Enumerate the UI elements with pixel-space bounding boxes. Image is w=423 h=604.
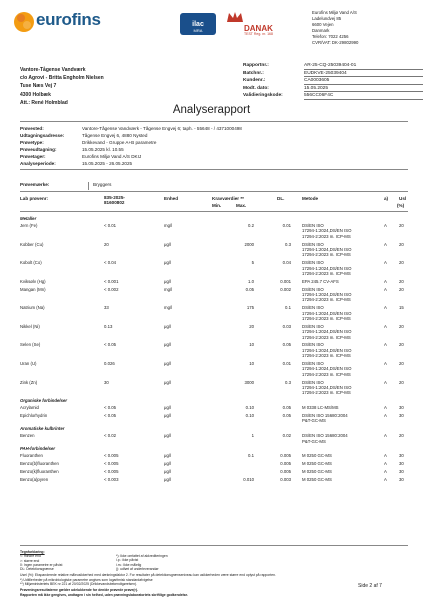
cell-method <box>302 305 351 321</box>
method-line: DS/EN ISO 15680:2004 <box>302 413 348 418</box>
cell-acc: A <box>384 305 387 311</box>
col-krav: Kravværdier ** <box>212 196 244 201</box>
method-line: 17294-1:2024,DS/EN ISO <box>302 347 352 353</box>
cell-u: 30 <box>399 413 404 418</box>
cell-acc: A <box>384 379 387 385</box>
method-line: DS/EN ISO <box>302 305 324 311</box>
cell-max: 0.2 <box>248 223 254 228</box>
method-line: 17294-2:2023 m. ICP-MS <box>302 297 351 303</box>
cell-acc: A <box>384 260 387 266</box>
customer-line: Vantore-Tågense Vandværk <box>20 67 86 73</box>
section-title: PAH-forbindelser <box>20 446 56 452</box>
meta-value: AR-25-CQ-25039404-01 <box>304 62 423 70</box>
cell-val: < 0.01 <box>104 223 117 228</box>
method-line: 17294-1:2024,DS/EN ISO <box>302 385 352 390</box>
method-line: 17294-2:2023 m. ICP-MS <box>302 334 351 340</box>
provemaerke-value: Bryggers <box>88 182 111 190</box>
cell-max: 0.1 <box>248 453 254 459</box>
cell-val: 0.026 <box>104 361 115 366</box>
cell-val: < 0.005 <box>104 469 119 474</box>
cell-dl: 0.01 <box>282 361 291 366</box>
address-line: Ladelundvej 85 <box>312 16 342 21</box>
cell-u: 20 <box>399 241 404 247</box>
cell-dl: 0.05 <box>282 405 291 411</box>
cell-val: < 0.05 <box>104 342 117 348</box>
customer-line: Att.: René Holmblad <box>20 99 68 106</box>
info-value: 15.05.2025 - 26.05.2025 <box>82 161 133 166</box>
cell-name: Natrium (Na) <box>20 305 45 311</box>
cell-unit: μg/l <box>164 433 172 439</box>
cell-acc: A <box>384 361 387 366</box>
cell-dl: 0.3 <box>285 241 291 247</box>
cell-dl: 0.1 <box>285 305 291 311</box>
method-line: 17294-2:2023 m. ICP-MS <box>302 371 351 377</box>
lab-address <box>312 10 358 46</box>
method-line: 17294-1:2024,DS/EN ISO <box>302 228 352 234</box>
cell-name: Uran (U) <box>20 361 37 366</box>
meta-label: Modt. dato: <box>243 85 269 91</box>
meta-label: Rapportnr.: <box>243 63 269 68</box>
cell-dl: 0.02 <box>282 433 291 439</box>
legend-item: (): udført af underleverandør <box>116 566 159 571</box>
cell-method <box>302 223 351 239</box>
address-line: Danmark <box>312 28 330 33</box>
cell-method <box>302 260 351 276</box>
info-value: 15.05.2025 kl. 10.55 <box>82 147 124 152</box>
address-line: CVR/VAT: DK-29802990 <box>312 40 359 45</box>
cell-max: 1.0 <box>248 278 254 284</box>
cell-method <box>302 477 332 482</box>
cell-max: 0.05 <box>245 286 254 292</box>
method-line: M 0338 LC-MS/MS <box>302 405 339 411</box>
method-line: 17294-1:2024,DS/EN ISO <box>302 310 352 316</box>
method-line: 17294-1:2024,DS/EN ISO <box>302 265 352 271</box>
cell-unit: mg/l <box>164 286 173 292</box>
address-line: 6600 Vejen <box>312 22 334 27</box>
danak-registration: TEST Reg. nr. 168 <box>244 32 273 36</box>
cell-method <box>302 342 351 358</box>
cell-max: 0.10 <box>245 405 254 411</box>
svg-text:MRA: MRA <box>193 28 203 33</box>
cell-unit: μg/l <box>164 342 172 348</box>
cell-name: Jern (Fe) <box>20 223 38 228</box>
cell-method <box>302 279 339 284</box>
cell-val: < 0.001 <box>104 278 119 284</box>
cell-dl: 0.002 <box>280 286 291 292</box>
cell-max: 2000 <box>244 241 254 247</box>
cell-u: 20 <box>399 342 404 348</box>
cell-method <box>302 453 332 458</box>
cell-val: < 0.04 <box>104 260 117 266</box>
cell-dl: 0.01 <box>282 223 291 228</box>
danak-label: DANAK <box>244 24 273 33</box>
cell-unit: μg/l <box>164 476 172 482</box>
cell-acc: A <box>384 286 387 292</box>
cell-method <box>302 433 348 444</box>
cell-val: < 0.005 <box>104 461 119 467</box>
cell-acc: A <box>384 469 387 474</box>
cell-acc: A <box>384 476 387 482</box>
method-line: DS/EN ISO <box>302 260 324 266</box>
cell-name: Fluoranthen <box>20 453 43 459</box>
method-line: 17294-1:2024,DS/EN ISO <box>302 247 352 252</box>
page-number: Side 2 af 7 <box>358 583 382 589</box>
cell-max: 1 <box>251 433 254 439</box>
footer-note: *) Udtillerheder på mikrobiologiske parametre angives som logaritmisk standardafvigelse <box>20 577 153 582</box>
col-dl: DL. <box>277 196 285 201</box>
method-line: M 0250 GC-MS <box>302 453 332 459</box>
cell-u: 20 <box>399 286 404 292</box>
cell-val: < 0.003 <box>104 476 119 482</box>
legend-item: <: mindre end <box>20 554 41 559</box>
meta-value: CA0003605 <box>304 77 423 85</box>
report-meta <box>243 62 423 100</box>
info-value: Drikkevand - Gruppe A+B parametre <box>82 140 157 145</box>
cell-u: 20 <box>399 323 404 329</box>
col-uncertainty-unit: (%) <box>397 203 405 208</box>
cell-acc: A <box>384 461 387 467</box>
brand-name: eurofins <box>36 10 101 29</box>
cell-u: 20 <box>399 260 404 266</box>
cell-name: Benzo(a)pyren <box>20 476 49 482</box>
method-line: DS/EN ISO <box>302 342 324 348</box>
legend-item: i.p.: ikke påvist <box>116 558 139 563</box>
method-line: 17294-1:2024,DS/EN ISO <box>302 366 352 372</box>
cell-val: 20 <box>104 241 109 247</box>
cell-dl: 0.005 <box>280 461 291 467</box>
method-line: DS/EN ISO <box>302 223 324 228</box>
legend-item: >: større end <box>20 558 40 563</box>
legend-item: DL: Detektionsgrænse <box>20 567 54 572</box>
method-line: DS/EN ISO <box>302 241 324 247</box>
col-method: Metode <box>302 196 319 201</box>
cell-method <box>302 413 348 424</box>
cell-method <box>302 405 339 410</box>
cell-acc: A <box>384 323 387 329</box>
cell-u: 15 <box>399 305 404 311</box>
method-line: 17294-1:2024,DS/EN ISO <box>302 329 352 335</box>
info-label: Analyseperiode: <box>20 161 56 166</box>
info-divider <box>20 169 408 170</box>
cell-val: < 0.02 <box>104 433 117 439</box>
cell-name: Epichlorhydrin <box>20 413 48 418</box>
method-line: M 0250 GC-MS <box>302 469 332 474</box>
svg-text:ilac: ilac <box>192 21 204 28</box>
method-line: 17294-2:2023 m. ICP-MS <box>302 271 351 276</box>
method-line: P&T-GC-MS <box>302 438 326 444</box>
method-line: P&T-GC-MS <box>302 418 326 424</box>
legend-item: i.m.: Ikke målelig <box>116 562 142 567</box>
cell-method <box>302 287 351 303</box>
cell-unit: μg/l <box>164 323 172 329</box>
col-unit: Enhed <box>164 196 179 201</box>
cell-unit: μg/l <box>164 461 172 467</box>
meta-label: Validieringskode: <box>243 93 283 99</box>
footer-statement: Rapporten må ikke gengives, undtagen i sin helhed, uden prøvningslaboratoriets skriftlige godkendelse. <box>20 592 189 597</box>
cell-acc: A <box>384 241 387 247</box>
meta-label: Kundenr.: <box>243 78 266 84</box>
cell-acc: A <box>384 278 387 284</box>
cell-dl: 0.03 <box>282 323 291 329</box>
footer-note: **) Miljøministeriets BEK nr 221 af 20/02/2025 (Drikkevandsbekendtgørelsen). <box>20 582 138 587</box>
cell-unit: μg/l <box>164 413 172 418</box>
method-line: M 0250 GC-MS <box>302 476 332 482</box>
cell-max: 0.10 <box>245 413 254 418</box>
legend-item: *): Ikke omfattet af akkrediteringen <box>116 554 168 558</box>
method-line: EPA 245.7 CV-AFS <box>302 278 339 284</box>
cell-u: 30 <box>399 476 404 482</box>
cell-u: 30 <box>399 453 404 459</box>
cell-dl: 0.005 <box>280 453 291 459</box>
section-title: Metaller <box>20 216 37 221</box>
meta-value: EUDKVE-25039404 <box>304 70 423 78</box>
cell-unit: μg/l <box>164 453 172 459</box>
cell-u: 20 <box>399 278 404 284</box>
cell-method <box>302 469 332 474</box>
col-min: Min. <box>212 203 222 208</box>
cell-val: < 0.005 <box>104 453 119 459</box>
footer-legend <box>20 550 410 597</box>
cell-unit: μg/l <box>164 379 172 385</box>
customer-address <box>20 66 104 107</box>
legend-item: 0: Ingen parametre er påvist <box>20 562 63 567</box>
ilac-mra-logo-icon <box>178 10 218 40</box>
cell-method <box>302 324 351 340</box>
cell-dl: 0.005 <box>280 469 291 474</box>
cell-max: 10 <box>249 361 254 366</box>
legend-heading: Tegnforklaring: <box>20 550 45 554</box>
cell-unit: μg/l <box>164 260 172 266</box>
cell-max: 175 <box>246 305 254 311</box>
cell-unit: mg/l <box>164 223 173 228</box>
info-label: Udtagningsadresse: <box>20 133 65 138</box>
cell-acc: A <box>384 342 387 348</box>
cell-dl: 0.3 <box>285 379 291 385</box>
cell-acc: A <box>384 433 387 439</box>
info-value: Vantore-Tågense Vandværk - Tågense Engvej 6; taph. - 55648 - / 43710004​98 <box>82 126 242 131</box>
customer-line: c/o Agrovi - Britta Engholm Nielsen <box>20 75 104 82</box>
method-line: DS/EN ISO <box>302 361 324 366</box>
customer-line: Tuse Næs Vej 7 <box>20 83 57 90</box>
cell-max: 5 <box>251 260 254 266</box>
cell-dl: 0.003 <box>280 476 291 482</box>
cell-unit: μg/l <box>164 278 172 284</box>
cell-name: Selen (Se) <box>20 342 41 348</box>
cell-name: Zink (Zn) <box>20 379 38 385</box>
cell-dl: 0.05 <box>282 413 291 418</box>
sample-info <box>20 125 402 167</box>
cell-val: < 0.002 <box>104 286 119 292</box>
cell-name: Kobolt (Co) <box>20 260 42 266</box>
cell-dl: 0.001 <box>280 278 291 284</box>
table-header-line <box>20 211 408 212</box>
address-line: Eurofins Miljø Vand A/S <box>312 10 357 15</box>
info-label: Prøvetager: <box>20 154 46 159</box>
method-line: 17294-1:2024,DS/EN ISO <box>302 292 352 297</box>
cell-acc: A <box>384 453 387 459</box>
cell-acc: A <box>384 223 387 228</box>
method-line: 17294-2:2023 m. ICP-MS <box>302 316 351 321</box>
cell-acc: A <box>384 405 387 411</box>
page-title: Analyserapport <box>172 104 251 116</box>
cell-unit: μg/l <box>164 469 172 474</box>
method-line: 17294-2:2023 m. ICP-MS <box>302 390 351 396</box>
col-sample-no: 835-2025-81600802 <box>104 195 125 206</box>
table-top-line <box>20 191 408 192</box>
address-line: Telefon: 7022 4256 <box>312 34 349 39</box>
cell-unit: μg/l <box>164 405 172 411</box>
meta-value: 15.05.2025 <box>304 85 423 93</box>
cell-max: 20 <box>249 323 254 329</box>
cell-name: Kobber (Cu) <box>20 241 44 247</box>
meta-value: 556CC06F4C <box>304 92 423 100</box>
cell-u: 30 <box>399 405 404 411</box>
cell-method <box>302 361 351 377</box>
cell-name: Benzen <box>20 433 35 439</box>
cell-method <box>302 380 351 396</box>
method-line: M 0250 GC-MS <box>302 461 332 467</box>
section-title: Aromatiske kulbrinter <box>20 426 65 432</box>
cell-val: 0.13 <box>104 323 113 329</box>
cell-u: 30 <box>399 469 404 474</box>
cell-unit: μg/l <box>164 361 172 366</box>
eurofins-emblem-icon <box>12 8 36 36</box>
title-divider <box>20 121 408 122</box>
col-accreditation: a) <box>384 196 389 201</box>
cell-acc: A <box>384 413 387 418</box>
customer-line: 4300 Holbæk <box>20 91 51 98</box>
method-line: DS/EN ISO <box>302 323 324 329</box>
cell-name: Benzo(b)fluoranthen <box>20 461 59 467</box>
cell-name: Benzo(k)fluoranthen <box>20 469 59 474</box>
cell-max: 0.010 <box>243 476 254 482</box>
cell-u: 20 <box>399 361 404 366</box>
col-lab: Lab prøvenr: <box>20 196 49 201</box>
cell-u: 30 <box>399 461 404 467</box>
cell-unit: μg/l <box>164 241 172 247</box>
provemaerke-row <box>20 182 410 190</box>
info-value: Eurofins Miljø Vand A/S DKIJ <box>82 154 142 159</box>
method-line: DS/EN ISO <box>302 379 324 385</box>
col-uncertainty: Usl <box>399 196 407 201</box>
info-value: Tågense Engvej 6, 4880 Nysted <box>82 133 148 138</box>
cell-method <box>302 242 351 258</box>
cell-max: 3000 <box>244 379 254 385</box>
cell-name: Nikkel (Ni) <box>20 323 40 329</box>
cell-val: < 0.05 <box>104 413 117 418</box>
cell-u: 20 <box>399 223 404 228</box>
cell-dl: 0.05 <box>282 342 291 348</box>
cell-val: 30 <box>104 379 109 385</box>
meta-label: Batchnr.: <box>243 70 264 76</box>
info-label: Prøveudtagning: <box>20 147 57 152</box>
method-line: DS/EN ISO <box>302 286 324 292</box>
table-bottom-line <box>20 545 408 546</box>
provemaerke-label: Prøvemærke: <box>20 182 50 187</box>
method-line: DS/EN ISO 15680:2004 <box>302 433 348 439</box>
footer-note: Usel (%): Ekspanderede relative måleusikkerhed med dækningsfaktor 2. For resultater på detektionsgrænseniveau kan usikkerheden være større end oplyst på rapporten. <box>20 573 276 578</box>
cell-max: 10 <box>249 342 254 348</box>
cell-val: < 0.05 <box>104 405 117 411</box>
cell-unit: mg/l <box>164 305 173 311</box>
info-label: Prøvested: <box>20 126 44 131</box>
cell-u: 20 <box>399 433 404 439</box>
cell-dl: 0.04 <box>282 260 291 266</box>
method-line: 17294-2:2023 m. ICP-MS <box>302 353 351 359</box>
cell-name: Mangan (Mn) <box>20 286 46 292</box>
info-label: Prøvetype: <box>20 140 44 145</box>
col-max: Max. <box>236 203 247 208</box>
cell-name: Kviksølv (Hg) <box>20 278 46 284</box>
cell-name: Acrylamid <box>20 405 39 411</box>
cell-u: 20 <box>399 379 404 385</box>
method-line: 17294-2:2023 m. ICP-MS <box>302 252 351 258</box>
section-title: Organiske forbindelser <box>20 398 68 404</box>
footer-legend-right <box>116 554 168 571</box>
method-line: 17294-2:2023 m. ICP-MS <box>302 233 351 239</box>
cell-val: 33 <box>104 305 109 311</box>
footer-statement: Prøveningsresultaterne gælder udelukkende for den/de prøvede prøve(r). <box>20 588 138 593</box>
cell-method <box>302 461 332 466</box>
